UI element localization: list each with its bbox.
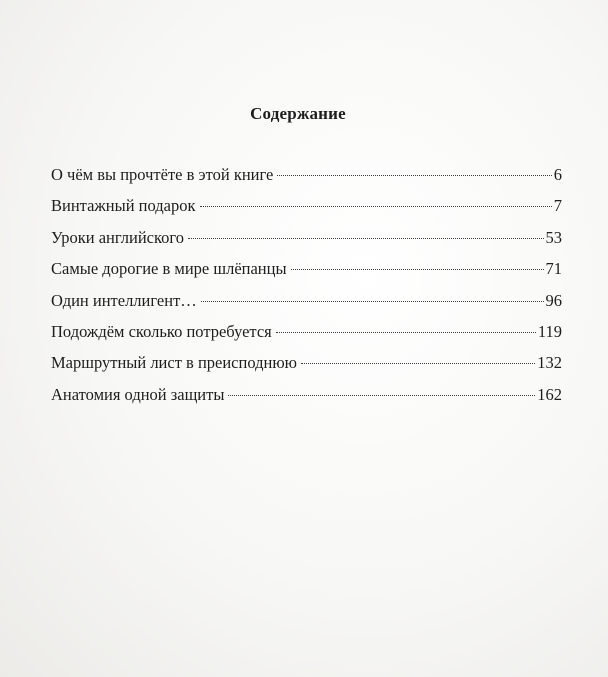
toc-entry-title: Маршрутный лист в преисподнюю (51, 353, 297, 373)
dot-leader (277, 175, 551, 176)
page-title: Содержание (250, 104, 346, 123)
toc-entry-title: Подождём сколько потребуется (51, 321, 272, 341)
toc-entry-title: Один интеллигент… (51, 290, 197, 310)
toc-entry (51, 384, 562, 415)
toc-page-number: 162 (537, 384, 562, 404)
toc-page-number: 119 (537, 321, 562, 341)
toc-entry-title: Винтажный подарок (51, 196, 196, 216)
toc-page-number: 71 (545, 259, 562, 279)
toc-page-number: 53 (545, 227, 562, 247)
toc-entry (51, 290, 562, 321)
dot-leader (301, 363, 535, 364)
toc-entry (51, 321, 562, 352)
toc-entry-title: Уроки английского (51, 227, 185, 247)
dot-leader (201, 301, 544, 302)
toc-page-number: 6 (553, 165, 562, 184)
dot-leader (188, 238, 543, 239)
toc-entry (51, 227, 562, 258)
toc-entry (51, 352, 562, 383)
table-of-contents (51, 164, 562, 415)
toc-page-number: 7 (553, 196, 562, 216)
toc-entry-title: О чём вы прочтёте в этой книге (51, 165, 274, 184)
dot-leader (291, 269, 544, 270)
toc-entry-title: Анатомия одной защиты (51, 384, 225, 404)
toc-entry-title: Самые дорогие в мире шлёпанцы (51, 259, 287, 279)
toc-entry (51, 258, 562, 289)
toc-entry (51, 164, 562, 195)
dot-leader (276, 332, 536, 333)
dot-leader (228, 395, 535, 396)
toc-entry (51, 195, 562, 226)
dot-leader (200, 206, 552, 207)
toc-page-number: 132 (537, 353, 562, 373)
toc-page-number: 96 (545, 290, 562, 310)
